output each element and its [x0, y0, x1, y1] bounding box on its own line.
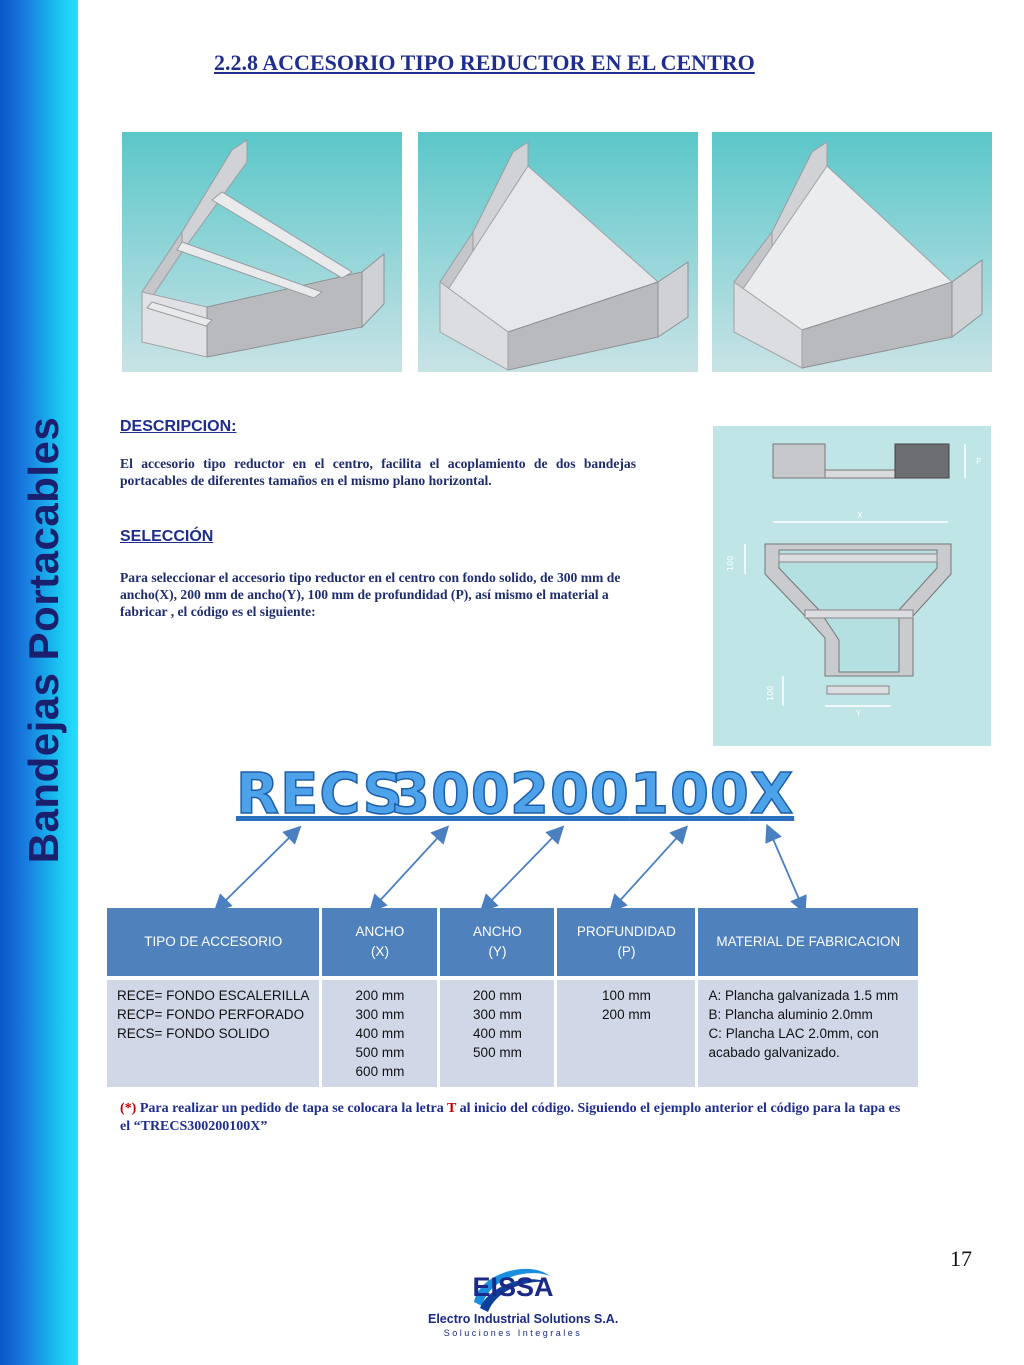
page-title: 2.2.8 ACCESORIO TIPO REDUCTOR EN EL CENTRO — [214, 50, 755, 75]
header-tipo: TIPO DE ACCESORIO — [107, 908, 321, 978]
cell-material: A: Plancha galvanizada 1.5 mm B: Plancha aluminio 2.0mm C: Plancha LAC 2.0mm, con acabado galvanizado. — [697, 978, 918, 1087]
photo-solid-reducer — [712, 132, 992, 372]
header-material: MATERIAL DE FABRICACION — [697, 908, 918, 978]
header-ancho-x: ANCHO (X) — [321, 908, 439, 978]
order-note: (*) Para realizar un pedido de tapa se colocara la letra T al inicio del código. Siguiendo el ejemplo anterior el código para la tapa es el “TRECS300200100X” — [120, 1101, 901, 1134]
label-y: Y — [856, 709, 861, 718]
photo-perforated-reducer — [418, 132, 698, 372]
spec-table — [107, 908, 918, 1087]
selection-title: SELECCIÓN — [120, 528, 214, 545]
eissa-logo — [428, 1262, 619, 1342]
cell-profundidad: 100 mm 200 mm — [556, 978, 697, 1087]
label-p: P — [976, 457, 981, 466]
table-row — [107, 978, 918, 1087]
cell-ancho-y: 200 mm 300 mm 400 mm 500 mm — [439, 978, 556, 1087]
code-type: RECS — [236, 762, 404, 827]
cell-ancho-x: 200 mm 300 mm 400 mm 500 mm 600 mm — [321, 978, 439, 1087]
logo-tagline: Soluciones Integrales — [443, 1328, 583, 1338]
code-depth: 100 — [630, 762, 750, 827]
code-width-x: 300 — [391, 762, 511, 827]
label-100-bottom: 100 — [766, 685, 775, 701]
label-x: X — [857, 511, 863, 520]
label-100-top: 100 — [726, 555, 735, 571]
photo-ladder-reducer — [122, 132, 402, 372]
selection-text: Para seleccionar el accesorio tipo reductor en el centro con fondo solido, de 300 mm de ancho(X), 200 mm de ancho(Y), 100 mm de profundidad (P), así mismo el material a fabricar , el código es el siguiente: — [120, 570, 621, 619]
code-material: X — [750, 762, 795, 827]
code-arrows — [200, 820, 840, 920]
logo-word: EISSA — [472, 1272, 554, 1302]
technical-drawing — [713, 426, 991, 746]
description-title: DESCRIPCION: — [120, 418, 237, 435]
header-ancho-y: ANCHO (Y) — [439, 908, 556, 978]
page-number: 17 — [950, 1246, 972, 1271]
description-text: El accesorio tipo reductor en el centro, facilita el acoplamiento de dos bandejas portacables de diferentes tamaños en el mismo plano horizontal. — [120, 456, 636, 488]
code-width-y: 200 — [510, 762, 630, 827]
header-profundidad: PROFUNDIDAD (P) — [556, 908, 697, 978]
cell-tipo: RECE= FONDO ESCALERILLA RECP= FONDO PERFORADO RECS= FONDO SOLIDO — [107, 978, 321, 1087]
logo-company: Electro Industrial Solutions S.A. — [428, 1312, 619, 1326]
